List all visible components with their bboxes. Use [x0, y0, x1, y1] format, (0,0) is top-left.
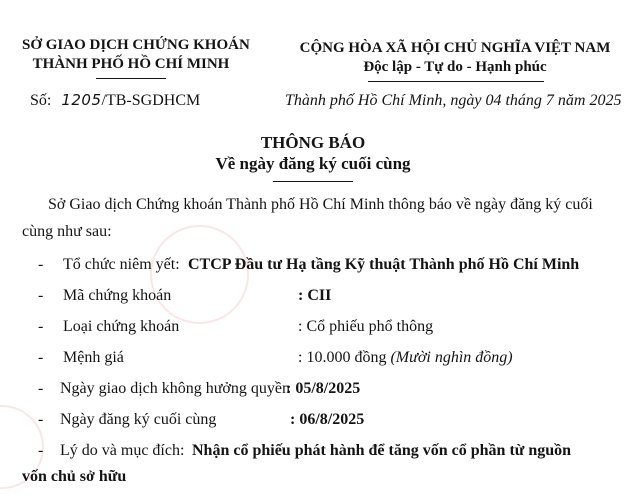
item-label-ex-rights-date: Ngày giao dịch không hưởng quyền — [60, 380, 290, 397]
ref-suffix: /TB-SGDHCM — [101, 92, 201, 109]
notice-title: THÔNG BÁO — [260, 133, 366, 152]
item-value-purpose: Nhận cổ phiếu phát hành để tăng vốn cổ phần từ nguồn — [192, 442, 572, 459]
list-dash: - — [38, 318, 44, 335]
ref-prefix: Số: — [30, 92, 52, 109]
par-value-amount: : 10.000 đồng — [298, 349, 387, 366]
motto-underline — [368, 81, 544, 82]
list-dash: - — [38, 442, 44, 459]
faint-stamp-seal — [150, 225, 249, 324]
item-value-purpose-cont: vốn chủ sở hữu — [22, 468, 127, 485]
item-value-record-date: : 06/8/2025 — [290, 411, 365, 428]
item-value-security-type: : Cổ phiếu phổ thông — [298, 318, 434, 335]
nation-motto: Độc lập - Tự do - Hạnh phúc — [363, 59, 547, 75]
list-dash: - — [38, 380, 44, 397]
item-value-listed-org: CTCP Đầu tư Hạ tầng Kỹ thuật Thành phố Hồ Chí Minh — [188, 256, 580, 273]
item-value-ex-rights-date: : 05/8/2025 — [286, 380, 361, 397]
notice-subtitle: Về ngày đăng ký cuối cùng — [215, 154, 411, 173]
item-label-record-date: Ngày đăng ký cuối cùng — [60, 411, 217, 428]
par-value-in-words: (Mười nghìn đồng) — [390, 349, 513, 366]
intro-line2: cùng như sau: — [22, 223, 112, 240]
org-underline — [96, 78, 166, 79]
list-dash: - — [38, 349, 44, 366]
item-label-listed-org: Tổ chức niêm yết: — [63, 256, 180, 273]
ref-handwritten-number: 1205 — [61, 91, 102, 109]
list-dash: - — [38, 256, 44, 273]
org-name-line1: SỞ GIAO DỊCH CHỨNG KHOÁN — [22, 37, 250, 53]
nation-line1: CỘNG HÒA XÃ HỘI CHỦ NGHĨA VIỆT NAM — [299, 40, 611, 56]
item-value-ticker: : CII — [298, 287, 332, 304]
reference-number — [30, 91, 200, 110]
item-label-purpose: Lý do và mục đích: — [60, 442, 185, 459]
item-label-ticker: Mã chứng khoán — [63, 287, 172, 304]
list-dash: - — [38, 411, 44, 428]
list-dash: - — [38, 287, 44, 304]
org-name-line2: THÀNH PHỐ HỒ CHÍ MINH — [32, 56, 230, 72]
intro-line1: Sở Giao dịch Chứng khoán Thành phố Hồ Chí Minh thông báo về ngày đăng ký cuối — [48, 196, 593, 213]
place-date: Thành phố Hồ Chí Minh, ngày 04 tháng 7 năm 2025 — [285, 92, 622, 109]
item-label-security-type: Loại chứng khoán — [63, 318, 180, 335]
subtitle-underline — [273, 181, 353, 182]
item-value-par-value — [298, 349, 513, 367]
item-label-par-value: Mệnh giá — [63, 349, 124, 366]
